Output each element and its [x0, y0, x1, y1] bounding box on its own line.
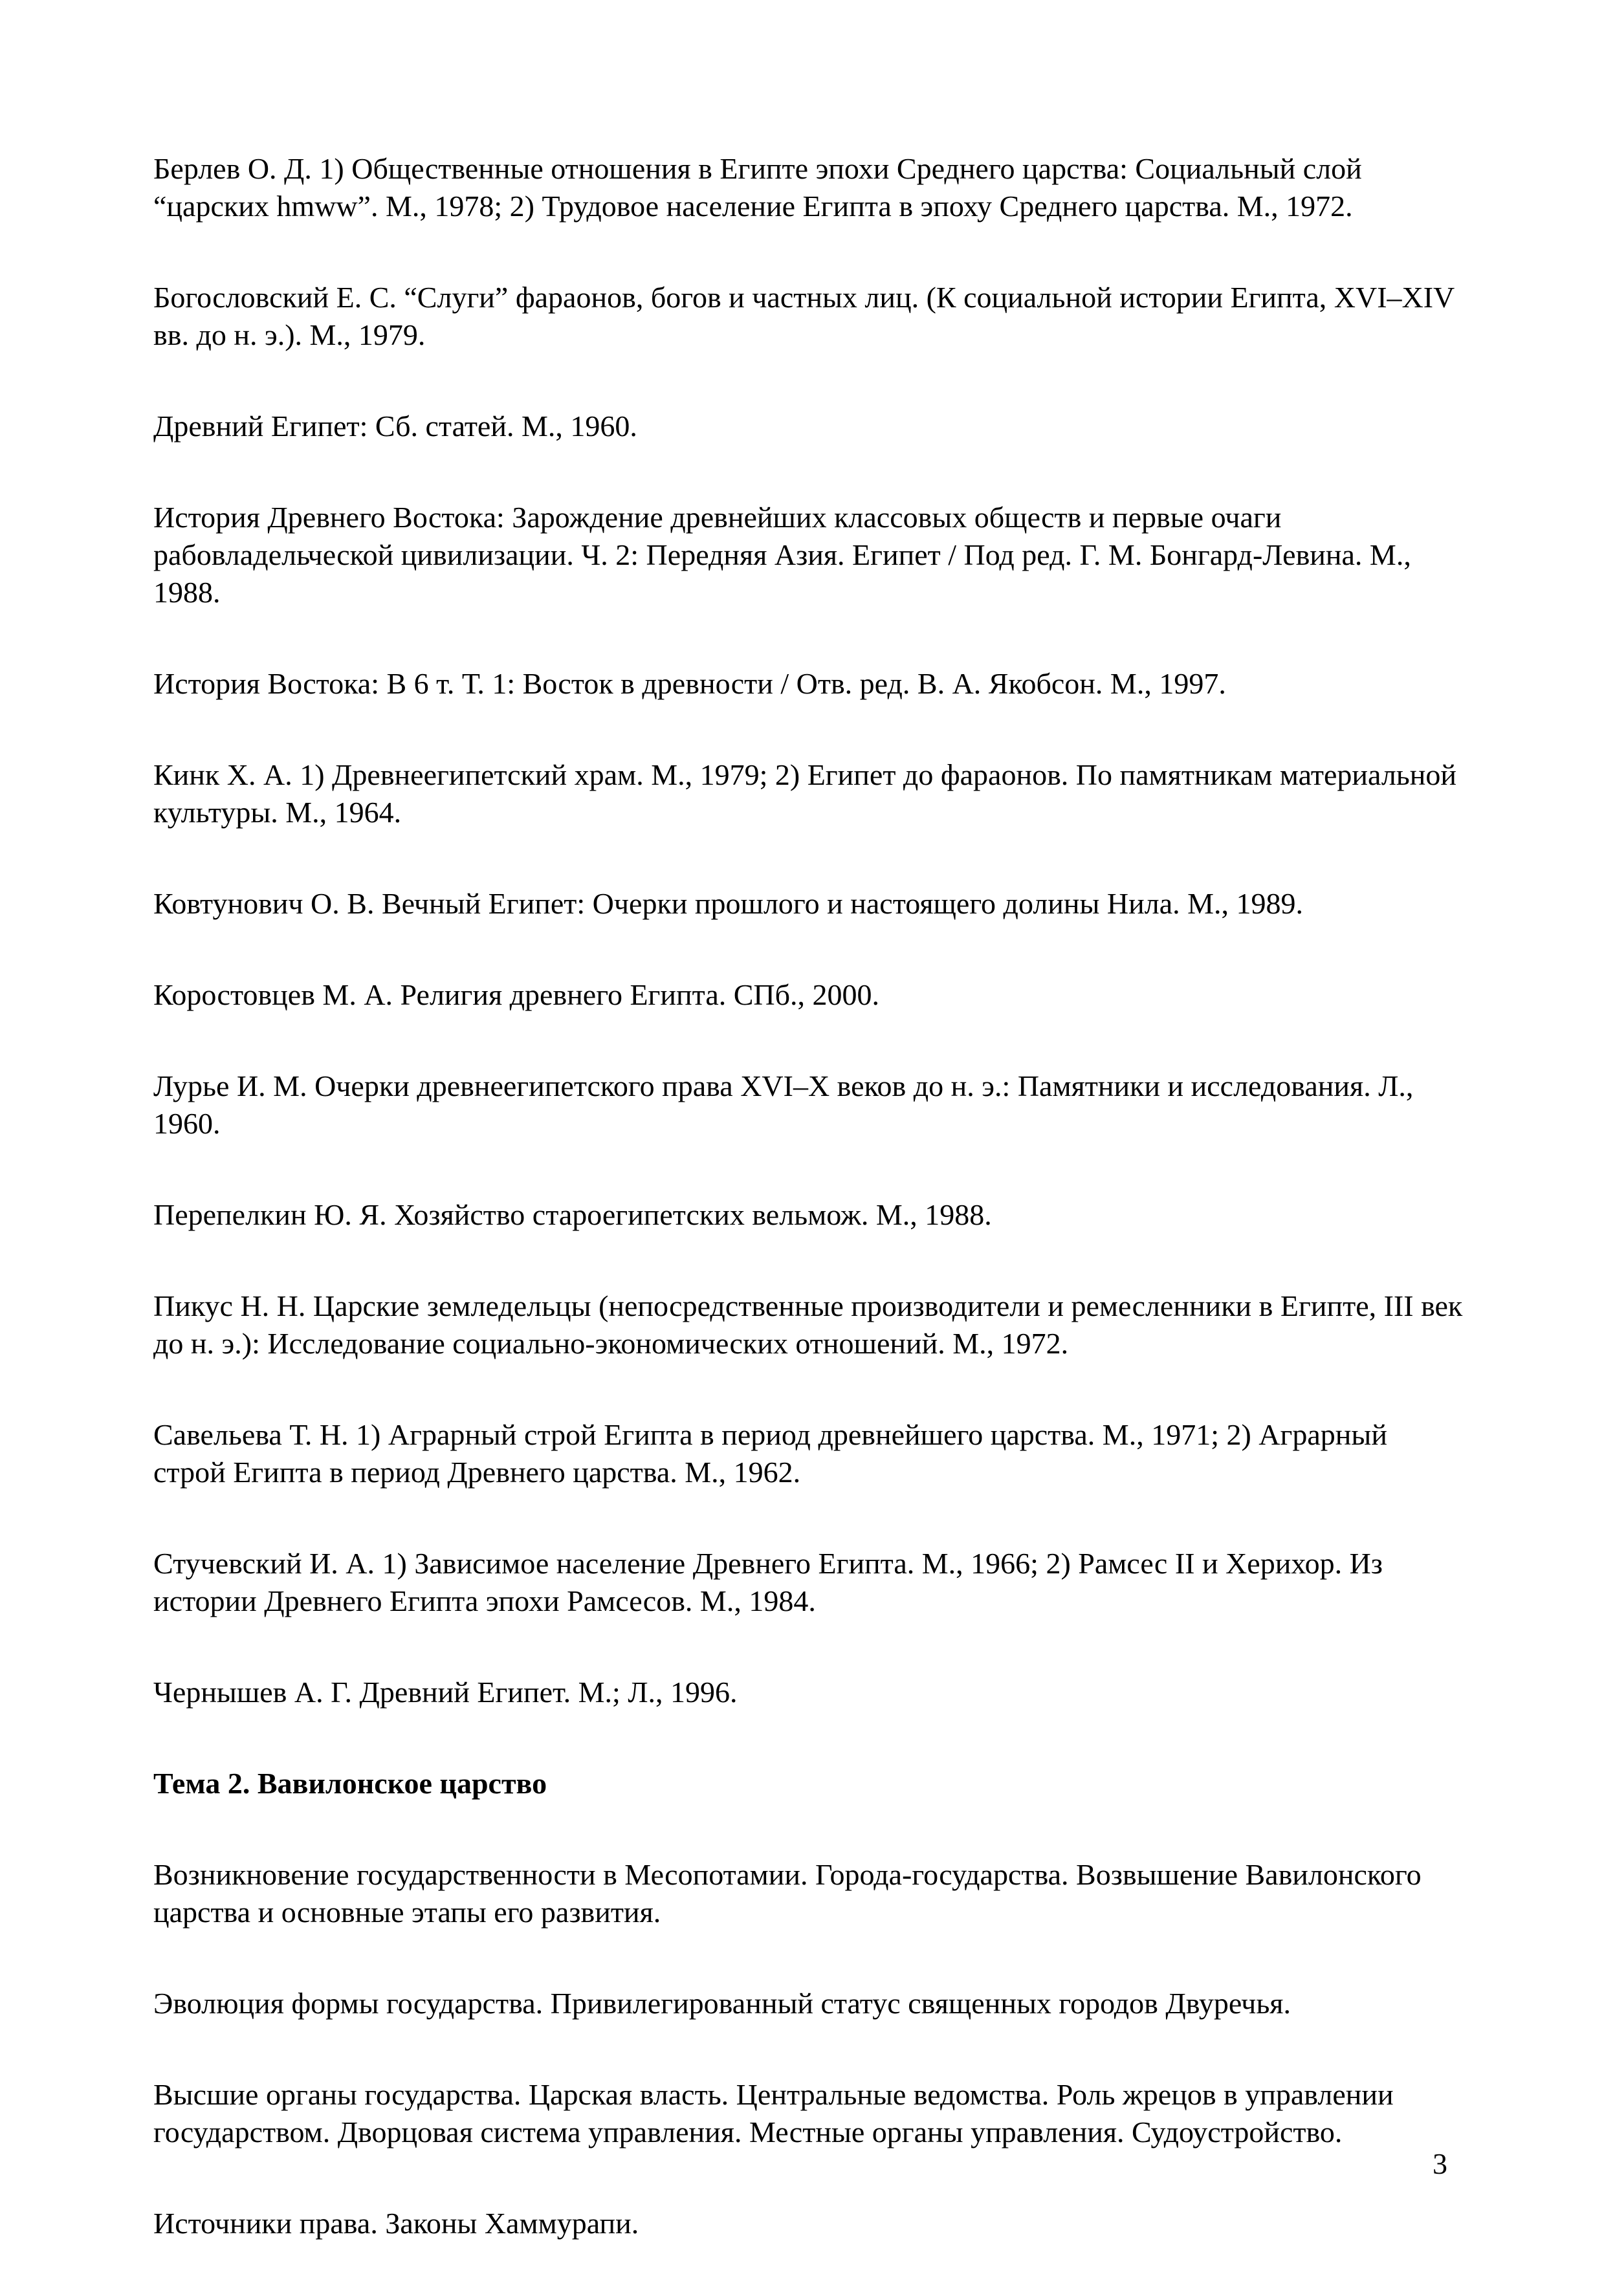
page-content: [153, 150, 1467, 2296]
bibliography-entry: Древний Египет: Сб. статей. М., 1960.: [153, 410, 637, 443]
page-number: 3: [1433, 2147, 1447, 2180]
bibliography-entry: Берлев О. Д. 1) Общественные отношения в Египте эпохи Среднего царства: Социальный слой “царских hmww”. М., 1978; 2) Трудовое население Египта в эпоху Среднего царства. М., 1972.: [153, 152, 1362, 223]
bibliography-list: [153, 150, 1467, 1711]
bibliography-entry: Ковтунович О. В. Вечный Египет: Очерки прошлого и настоящего долины Нила. М., 1989.: [153, 887, 1304, 920]
section-heading: Тема 2. Вавилонское царство: [153, 1767, 547, 1800]
bibliography-entry: История Древнего Востока: Зарождение древнейших классовых обществ и первые очаги рабовладельческой цивилизации. Ч. 2: Передняя Азия. Египет / Под ред. Г. М. Бонгард-Левина. М., 1988.: [153, 501, 1411, 609]
bibliography-entry: Стучевский И. А. 1) Зависимое население Древнего Египта. М., 1966; 2) Рамсес II и Херихор. Из истории Древнего Египта эпохи Рамсесов. М., 1984.: [153, 1547, 1383, 1617]
section-paragraph: Высшие органы государства. Царская власть. Центральные ведомства. Роль жрецов в управлении государством. Дворцовая система управления. Местные органы управления. Судоустройство.: [153, 2078, 1394, 2148]
bibliography-entry: Кинк Х. А. 1) Древнеегипетский храм. М., 1979; 2) Египет до фараонов. По памятникам материальной культуры. М., 1964.: [153, 758, 1456, 829]
bibliography-entry: Лурье И. М. Очерки древнеегипетского права XVI–X веков до н. э.: Памятники и исследования. Л., 1960.: [153, 1069, 1414, 1140]
bibliography-entry: Пикус Н. Н. Царские земледельцы (непосредственные производители и ремесленники в Египте, III век до н. э.): Исследование социально-экономических отношений. М., 1972.: [153, 1289, 1463, 1360]
bibliography-entry: Перепелкин Ю. Я. Хозяйство староегипетских вельмож. М., 1988.: [153, 1198, 992, 1231]
bibliography-entry: Богословский Е. С. “Слуги” фараонов, богов и частных лиц. (К социальной истории Египта, XVI–XIV вв. до н. э.). М., 1979.: [153, 281, 1455, 351]
bibliography-entry: Коростовцев М. А. Религия древнего Египта. СПб., 2000.: [153, 978, 880, 1011]
section-paragraph: Источники права. Законы Хаммурапи.: [153, 2207, 639, 2240]
bibliography-entry: Савельева Т. Н. 1) Аграрный строй Египта в период древнейшего царства. М., 1971; 2) Аграрный строй Египта в период Древнего царства. М., 1962.: [153, 1418, 1387, 1489]
section-paragraph: Возникновение государственности в Месопотамии. Города-государства. Возвышение Вавилонского царства и основные этапы его развития.: [153, 1858, 1422, 1929]
section-body: [153, 1856, 1467, 2242]
bibliography-entry: История Востока: В 6 т. Т. 1: Восток в древности / Отв. ред. В. А. Якобсон. М., 1997.: [153, 667, 1226, 700]
section-paragraph: Эволюция формы государства. Привилегированный статус священных городов Двуречья.: [153, 1987, 1291, 2020]
bibliography-entry: Чернышев А. Г. Древний Египет. М.; Л., 1996.: [153, 1676, 738, 1709]
